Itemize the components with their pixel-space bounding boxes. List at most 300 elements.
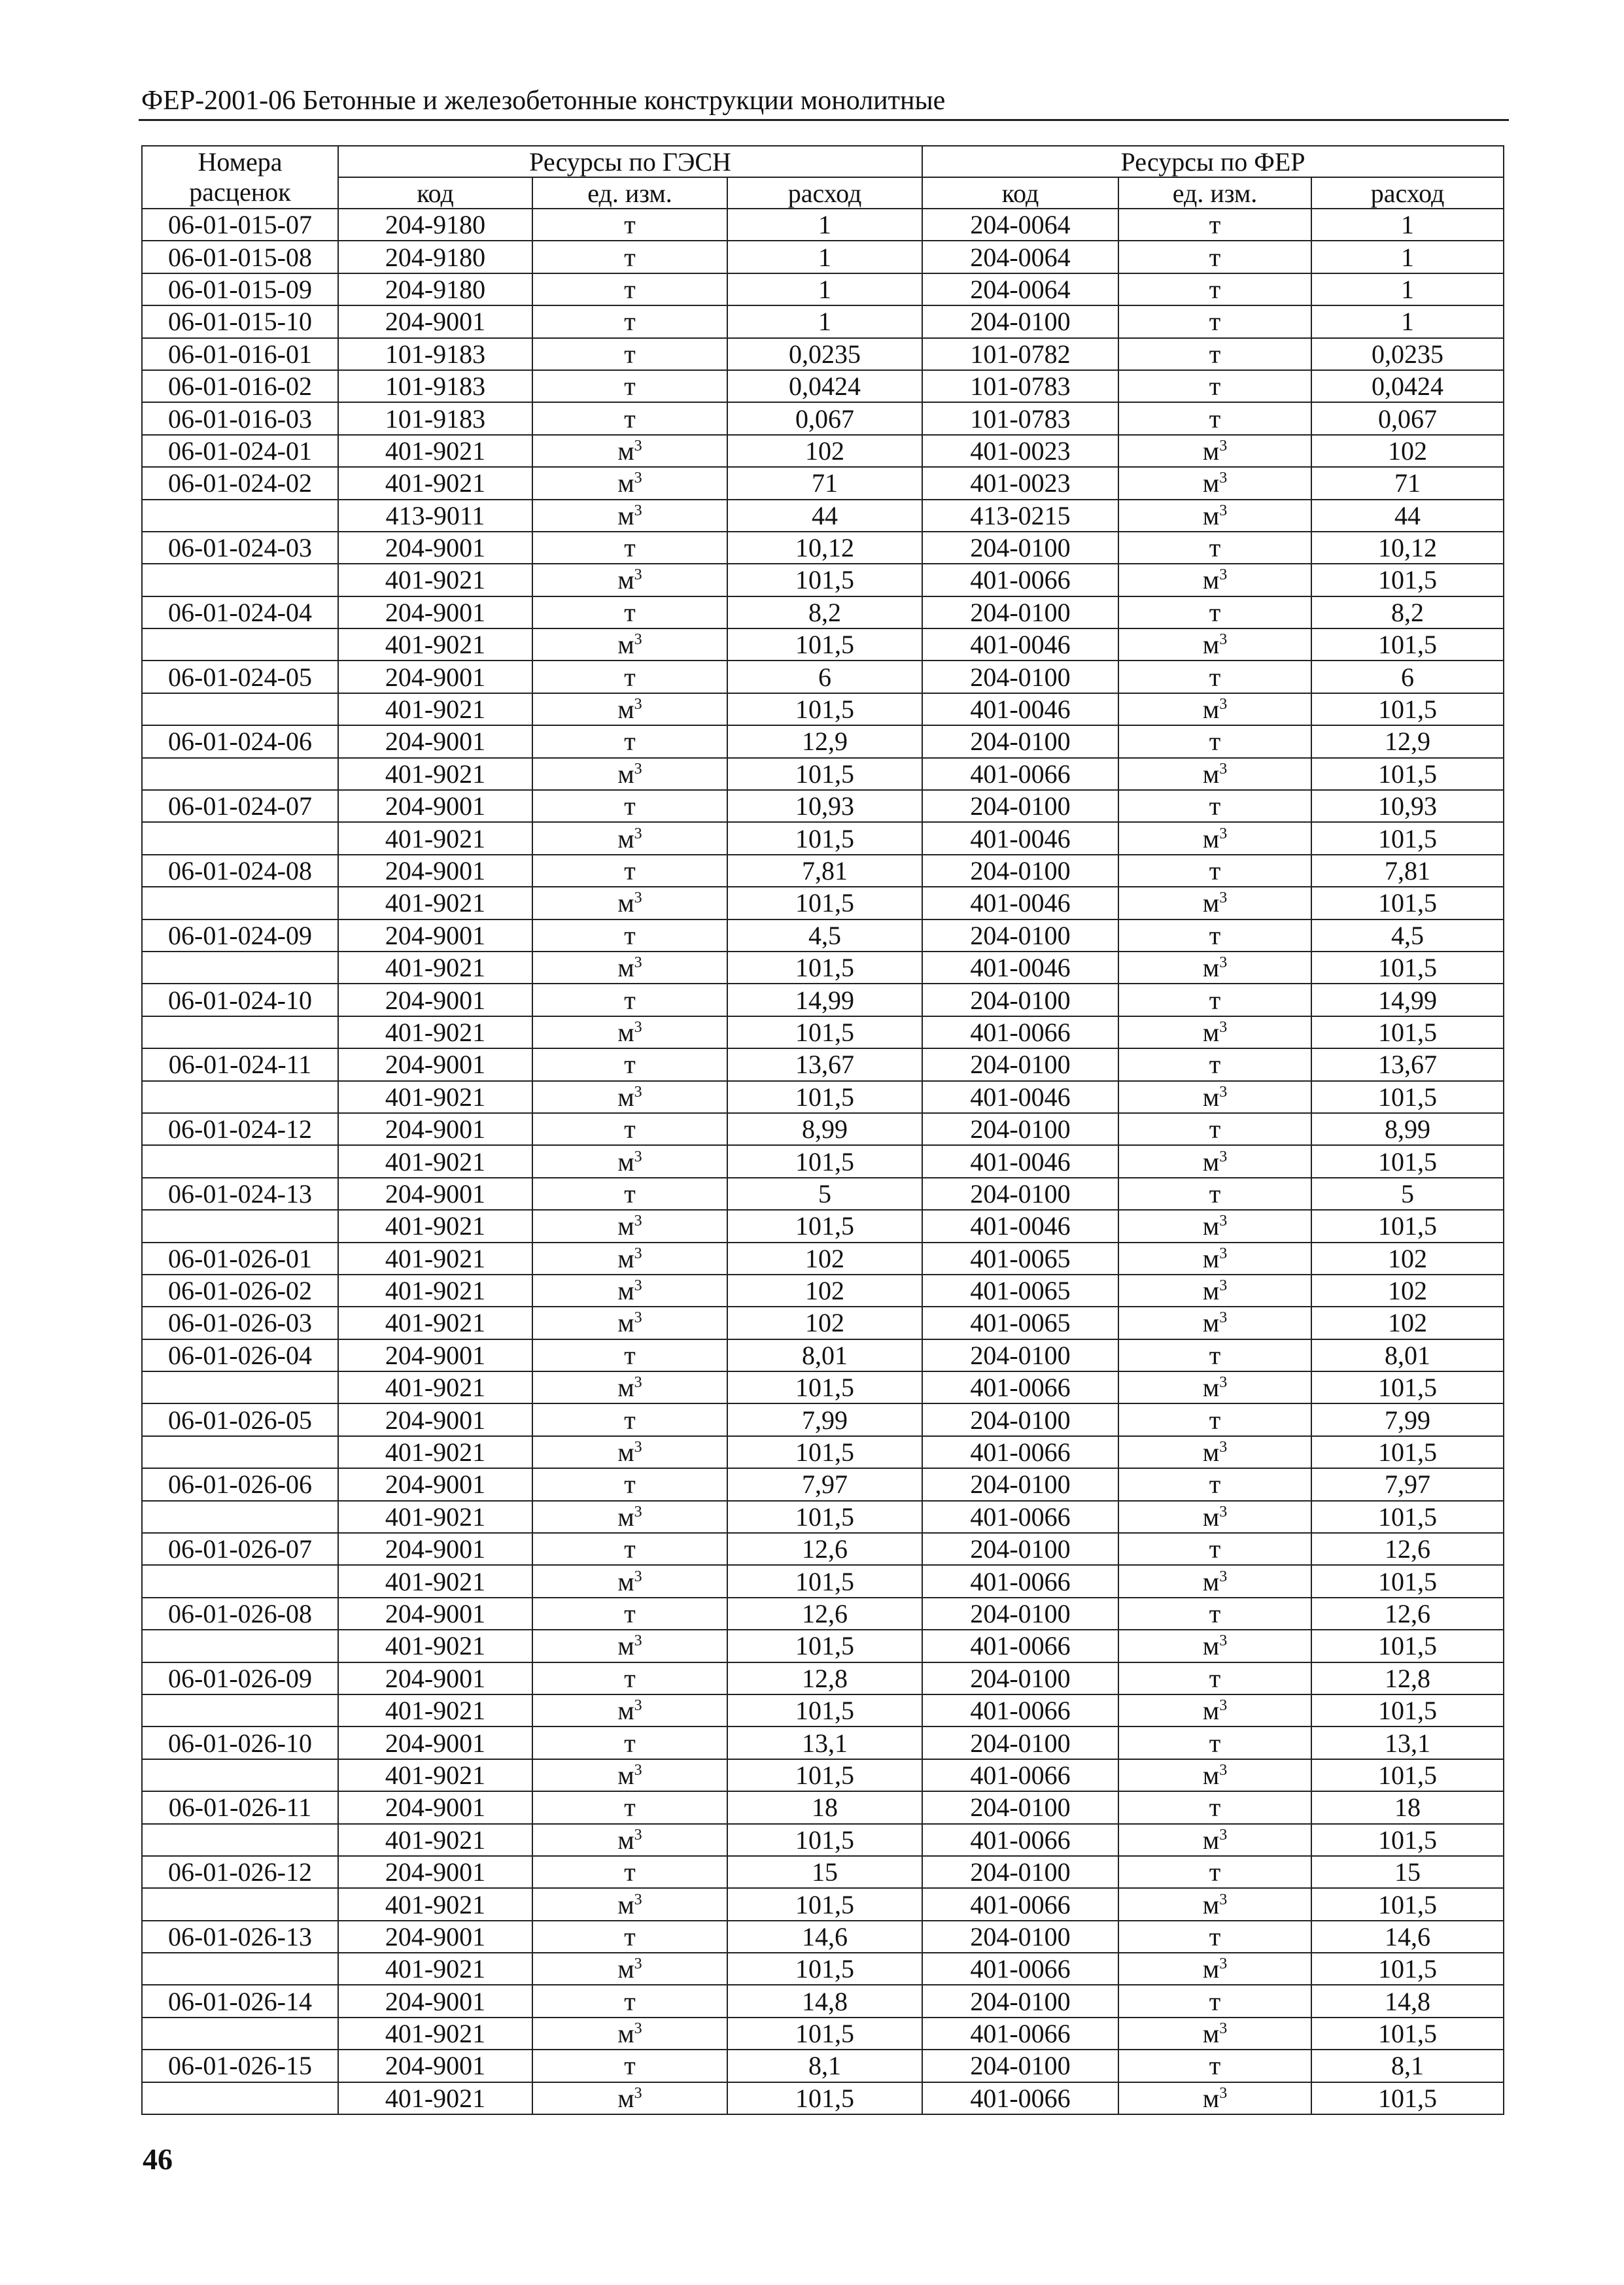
fer-unit-cell: $м^3$ — [1118, 435, 1311, 467]
fer-code-cell: 204-0100 — [922, 2050, 1118, 2082]
gesn-code-cell: 204-9001 — [338, 1403, 532, 1435]
fer-qty-cell: 8,1 — [1311, 2050, 1504, 2082]
gesn-code-cell: 204-9001 — [338, 1791, 532, 1823]
gesn-code-cell: 401-9021 — [338, 1953, 532, 1985]
fer-qty-cell: 12,8 — [1311, 1662, 1504, 1694]
fer-code-cell: 401-0046 — [922, 822, 1118, 854]
rate-number-cell: 06-01-024-08 — [142, 855, 338, 887]
fer-code-cell: 204-0100 — [922, 1113, 1118, 1145]
fer-code-cell: 401-0046 — [922, 1210, 1118, 1242]
gesn-unit-cell: $м^3$ — [532, 1824, 727, 1856]
table-row — [142, 1727, 1504, 1759]
gesn-unit-cell: $м^3$ — [532, 1081, 727, 1113]
fer-qty-cell: 101,5 — [1311, 1210, 1504, 1242]
fer-qty-cell: 102 — [1311, 435, 1504, 467]
fer-unit-cell: т — [1118, 1791, 1311, 1823]
table-row — [142, 822, 1504, 854]
gesn-unit-cell: т — [532, 1662, 727, 1694]
fer-unit-cell: т — [1118, 725, 1311, 757]
gesn-qty-cell: 1 — [727, 241, 922, 273]
gesn-qty-cell: 12,6 — [727, 1533, 922, 1565]
gesn-qty-cell: 14,6 — [727, 1921, 922, 1953]
fer-unit-cell: т — [1118, 338, 1311, 370]
fer-qty-cell: 12,6 — [1311, 1533, 1504, 1565]
gesn-qty-cell: 1 — [727, 273, 922, 305]
gesn-qty-cell: 101,5 — [727, 564, 922, 596]
gesn-qty-cell: 6 — [727, 661, 922, 693]
gesn-code-cell: 101-9183 — [338, 370, 532, 402]
table-head-row — [142, 146, 1504, 177]
table-row — [142, 1403, 1504, 1435]
gesn-qty-cell: 101,5 — [727, 693, 922, 725]
rate-numbers-header: Номера расценок — [142, 146, 338, 209]
rate-number-cell: 06-01-026-07 — [142, 1533, 338, 1565]
gesn-qty-cell: 101,5 — [727, 1371, 922, 1403]
gesn-code-cell: 204-9001 — [338, 1985, 532, 2017]
gesn-qty-cell: 0,0235 — [727, 338, 922, 370]
gesn-resources-header: Ресурсы по ГЭСН — [338, 146, 922, 177]
gesn-code-cell: 401-9021 — [338, 435, 532, 467]
fer-unit-cell: $м^3$ — [1118, 2018, 1311, 2050]
gesn-unit-cell: т — [532, 1791, 727, 1823]
table-row — [142, 887, 1504, 919]
table-row — [142, 209, 1504, 241]
gesn-unit-cell: т — [532, 661, 727, 693]
gesn-unit-cell: $м^3$ — [532, 822, 727, 854]
gesn-code-cell: 204-9001 — [338, 1468, 532, 1500]
gesn-unit-cell: $м^3$ — [532, 1371, 727, 1403]
rate-number-cell: 06-01-024-04 — [142, 596, 338, 628]
rate-number-cell: 06-01-024-05 — [142, 661, 338, 693]
rate-number-cell: 06-01-024-03 — [142, 532, 338, 564]
gesn-code-cell: 401-9021 — [338, 822, 532, 854]
gesn-unit-cell: $м^3$ — [532, 1210, 727, 1242]
table-row — [142, 758, 1504, 790]
fer-qty-cell: 101,5 — [1311, 564, 1504, 596]
fer-code-cell: 401-0065 — [922, 1275, 1118, 1307]
fer-code-cell: 204-0100 — [922, 1339, 1118, 1371]
table-row — [142, 1759, 1504, 1791]
rate-number-cell — [142, 1081, 338, 1113]
gesn-unit-cell: $м^3$ — [532, 1145, 727, 1177]
rate-number-cell — [142, 2082, 338, 2114]
rate-number-cell — [142, 2018, 338, 2050]
table-row — [142, 1694, 1504, 1727]
gesn-unit-cell: $м^3$ — [532, 500, 727, 532]
fer-qty-cell: 6 — [1311, 661, 1504, 693]
gesn-code-cell: 401-9021 — [338, 758, 532, 790]
gesn-unit-cell: $м^3$ — [532, 2082, 727, 2114]
fer-code-cell: 204-0100 — [922, 532, 1118, 564]
fer-unit-cell: $м^3$ — [1118, 693, 1311, 725]
fer-code-cell: 204-0100 — [922, 1403, 1118, 1435]
table-row — [142, 790, 1504, 822]
gesn-code-cell: 204-9001 — [338, 532, 532, 564]
fer-qty-cell: 102 — [1311, 1243, 1504, 1275]
gesn-qty-cell: 0,0424 — [727, 370, 922, 402]
fer-qty-cell: 101,5 — [1311, 1630, 1504, 1662]
gesn-code-cell: 204-9001 — [338, 855, 532, 887]
fer-qty-cell: 101,5 — [1311, 758, 1504, 790]
fer-unit-cell: т — [1118, 305, 1311, 337]
gesn-unit-cell: т — [532, 1403, 727, 1435]
fer-code-cell: 401-0066 — [922, 1630, 1118, 1662]
rate-number-cell — [142, 693, 338, 725]
fer-code-cell: 401-0046 — [922, 952, 1118, 984]
fer-unit-cell: т — [1118, 209, 1311, 241]
fer-qty-cell: 8,01 — [1311, 1339, 1504, 1371]
gesn-unit-cell: $м^3$ — [532, 1436, 727, 1468]
gesn-code-cell: 401-9021 — [338, 1275, 532, 1307]
table-row — [142, 1630, 1504, 1662]
fer-qty-cell: 12,6 — [1311, 1598, 1504, 1630]
gesn-unit-cell: $м^3$ — [532, 758, 727, 790]
fer-unit-cell: т — [1118, 370, 1311, 402]
rate-number-cell — [142, 822, 338, 854]
table-row — [142, 2082, 1504, 2114]
gesn-code-cell: 401-9021 — [338, 1888, 532, 1920]
table-row — [142, 952, 1504, 984]
fer-unit-cell: $м^3$ — [1118, 1759, 1311, 1791]
fer-unit-cell: $м^3$ — [1118, 467, 1311, 499]
fer-qty-cell: 7,99 — [1311, 1403, 1504, 1435]
gesn-code-cell: 204-9001 — [338, 919, 532, 952]
gesn-code-cell: 204-9180 — [338, 209, 532, 241]
gesn-unit-cell: т — [532, 402, 727, 434]
gesn-qty-cell: 13,67 — [727, 1048, 922, 1080]
rate-number-cell: 06-01-024-10 — [142, 984, 338, 1016]
fer-unit-cell: $м^3$ — [1118, 564, 1311, 596]
gesn-qty-cell: 102 — [727, 1243, 922, 1275]
gesn-code-cell: 401-9021 — [338, 1307, 532, 1339]
gesn-qty-cell: 4,5 — [727, 919, 922, 952]
gesn-code-cell: 204-9180 — [338, 273, 532, 305]
rate-number-cell: 06-01-015-07 — [142, 209, 338, 241]
fer-unit-cell: т — [1118, 402, 1311, 434]
gesn-code-header: код — [338, 177, 532, 209]
fer-code-cell: 401-0046 — [922, 693, 1118, 725]
gesn-qty-cell: 18 — [727, 1791, 922, 1823]
gesn-code-cell: 204-9001 — [338, 305, 532, 337]
gesn-qty-cell: 14,8 — [727, 1985, 922, 2017]
gesn-unit-cell: т — [532, 725, 727, 757]
table-row — [142, 532, 1504, 564]
gesn-qty-header: расход — [727, 177, 922, 209]
fer-qty-cell: 5 — [1311, 1178, 1504, 1210]
fer-qty-cell: 14,8 — [1311, 1985, 1504, 2017]
gesn-code-cell: 204-9001 — [338, 1921, 532, 1953]
gesn-unit-cell: т — [532, 338, 727, 370]
table-row — [142, 273, 1504, 305]
fer-qty-cell: 1 — [1311, 305, 1504, 337]
fer-unit-cell: $м^3$ — [1118, 1210, 1311, 1242]
fer-unit-cell: $м^3$ — [1118, 1953, 1311, 1985]
fer-code-cell: 101-0783 — [922, 402, 1118, 434]
gesn-unit-cell: т — [532, 2050, 727, 2082]
rate-number-cell: 06-01-024-12 — [142, 1113, 338, 1145]
fer-unit-cell: т — [1118, 1403, 1311, 1435]
fer-qty-cell: 10,93 — [1311, 790, 1504, 822]
gesn-unit-cell: т — [532, 209, 727, 241]
fer-unit-cell: т — [1118, 1856, 1311, 1888]
gesn-unit-cell: т — [532, 273, 727, 305]
table-row — [142, 402, 1504, 434]
table-row — [142, 1921, 1504, 1953]
gesn-qty-cell: 5 — [727, 1178, 922, 1210]
fer-unit-cell: т — [1118, 2050, 1311, 2082]
fer-qty-cell: 1 — [1311, 209, 1504, 241]
rate-number-cell: 06-01-026-12 — [142, 1856, 338, 1888]
fer-qty-cell: 10,12 — [1311, 532, 1504, 564]
table-row — [142, 1210, 1504, 1242]
table-row — [142, 1888, 1504, 1920]
fer-code-cell: 204-0100 — [922, 1921, 1118, 1953]
fer-code-cell: 204-0100 — [922, 1856, 1118, 1888]
rate-number-cell — [142, 1888, 338, 1920]
table-row — [142, 1824, 1504, 1856]
gesn-code-cell: 204-9001 — [338, 984, 532, 1016]
gesn-code-cell: 204-9001 — [338, 661, 532, 693]
fer-qty-cell: 13,67 — [1311, 1048, 1504, 1080]
gesn-unit-cell: т — [532, 1533, 727, 1565]
fer-unit-cell: т — [1118, 1113, 1311, 1145]
rate-number-cell: 06-01-024-13 — [142, 1178, 338, 1210]
gesn-code-cell: 204-9001 — [338, 790, 532, 822]
fer-code-cell: 401-0065 — [922, 1307, 1118, 1339]
gesn-code-cell: 101-9183 — [338, 338, 532, 370]
fer-qty-cell: 14,6 — [1311, 1921, 1504, 1953]
fer-unit-cell: т — [1118, 596, 1311, 628]
fer-unit-cell: $м^3$ — [1118, 1307, 1311, 1339]
table-row — [142, 435, 1504, 467]
gesn-qty-cell: 13,1 — [727, 1727, 922, 1759]
table-row — [142, 1339, 1504, 1371]
fer-qty-cell: 0,067 — [1311, 402, 1504, 434]
gesn-unit-cell: т — [532, 532, 727, 564]
gesn-code-cell: 401-9021 — [338, 1243, 532, 1275]
gesn-unit-cell: т — [532, 241, 727, 273]
table-row — [142, 2018, 1504, 2050]
gesn-qty-cell: 101,5 — [727, 822, 922, 854]
fer-code-cell: 204-0100 — [922, 1533, 1118, 1565]
fer-code-cell: 204-0100 — [922, 661, 1118, 693]
gesn-unit-cell: т — [532, 1985, 727, 2017]
gesn-unit-cell: $м^3$ — [532, 1630, 727, 1662]
fer-qty-cell: 8,2 — [1311, 596, 1504, 628]
rate-number-cell — [142, 1824, 338, 1856]
fer-unit-cell: $м^3$ — [1118, 2082, 1311, 2114]
fer-code-cell: 204-0100 — [922, 1048, 1118, 1080]
fer-code-cell: 401-0023 — [922, 435, 1118, 467]
gesn-code-cell: 401-9021 — [338, 887, 532, 919]
gesn-qty-cell: 8,2 — [727, 596, 922, 628]
rate-number-cell: 06-01-024-01 — [142, 435, 338, 467]
page-header — [139, 84, 1509, 121]
gesn-code-cell: 204-9001 — [338, 1048, 532, 1080]
gesn-code-cell: 204-9180 — [338, 241, 532, 273]
resources-table — [141, 145, 1504, 2115]
gesn-unit-cell: $м^3$ — [532, 1016, 727, 1048]
gesn-unit-cell: $м^3$ — [532, 564, 727, 596]
gesn-code-cell: 101-9183 — [338, 402, 532, 434]
fer-qty-cell: 101,5 — [1311, 822, 1504, 854]
fer-code-cell: 401-0066 — [922, 1953, 1118, 1985]
fer-code-cell: 204-0100 — [922, 1598, 1118, 1630]
gesn-qty-cell: 10,12 — [727, 532, 922, 564]
table-row — [142, 596, 1504, 628]
gesn-unit-cell: т — [532, 596, 727, 628]
rate-number-cell: 06-01-015-10 — [142, 305, 338, 337]
table-row — [142, 1856, 1504, 1888]
rate-number-cell — [142, 758, 338, 790]
fer-qty-cell: 101,5 — [1311, 693, 1504, 725]
fer-unit-cell: $м^3$ — [1118, 1501, 1311, 1533]
fer-qty-cell: 102 — [1311, 1275, 1504, 1307]
gesn-qty-cell: 12,9 — [727, 725, 922, 757]
rate-number-cell: 06-01-016-03 — [142, 402, 338, 434]
fer-unit-cell: $м^3$ — [1118, 822, 1311, 854]
fer-qty-cell: 15 — [1311, 1856, 1504, 1888]
gesn-unit-cell: $м^3$ — [532, 1501, 727, 1533]
table-row — [142, 1178, 1504, 1210]
fer-code-cell: 401-0066 — [922, 564, 1118, 596]
table-row — [142, 1501, 1504, 1533]
gesn-unit-cell: $м^3$ — [532, 435, 727, 467]
gesn-qty-cell: 101,5 — [727, 1630, 922, 1662]
table-row — [142, 1371, 1504, 1403]
fer-code-cell: 401-0066 — [922, 2018, 1118, 2050]
fer-unit-header: ед. изм. — [1118, 177, 1311, 209]
fer-code-cell: 204-0064 — [922, 241, 1118, 273]
rate-number-cell: 06-01-026-05 — [142, 1403, 338, 1435]
gesn-code-cell: 401-9021 — [338, 1371, 532, 1403]
fer-qty-cell: 101,5 — [1311, 628, 1504, 661]
table-subhead-row — [142, 177, 1504, 209]
fer-code-cell: 204-0100 — [922, 1468, 1118, 1500]
fer-unit-cell: $м^3$ — [1118, 1145, 1311, 1177]
gesn-qty-cell: 44 — [727, 500, 922, 532]
fer-unit-cell: т — [1118, 1727, 1311, 1759]
fer-unit-cell: $м^3$ — [1118, 628, 1311, 661]
rate-number-cell — [142, 1016, 338, 1048]
gesn-unit-cell: т — [532, 1339, 727, 1371]
fer-code-header: код — [922, 177, 1118, 209]
fer-code-cell: 204-0100 — [922, 1178, 1118, 1210]
fer-code-cell: 101-0782 — [922, 338, 1118, 370]
rate-number-cell: 06-01-024-06 — [142, 725, 338, 757]
gesn-qty-cell: 1 — [727, 209, 922, 241]
rate-number-cell: 06-01-026-09 — [142, 1662, 338, 1694]
fer-code-cell: 204-0100 — [922, 919, 1118, 952]
fer-unit-cell: $м^3$ — [1118, 500, 1311, 532]
gesn-code-cell: 204-9001 — [338, 1598, 532, 1630]
gesn-code-cell: 401-9021 — [338, 628, 532, 661]
gesn-qty-cell: 0,067 — [727, 402, 922, 434]
gesn-code-cell: 204-9001 — [338, 596, 532, 628]
fer-qty-cell: 1 — [1311, 273, 1504, 305]
fer-code-cell: 413-0215 — [922, 500, 1118, 532]
gesn-unit-cell: $м^3$ — [532, 1243, 727, 1275]
fer-code-cell: 401-0066 — [922, 1565, 1118, 1597]
gesn-code-cell: 401-9021 — [338, 1016, 532, 1048]
fer-unit-cell: $м^3$ — [1118, 1436, 1311, 1468]
fer-qty-cell: 101,5 — [1311, 887, 1504, 919]
gesn-unit-cell: т — [532, 1856, 727, 1888]
fer-code-cell: 401-0066 — [922, 1371, 1118, 1403]
gesn-qty-cell: 102 — [727, 1275, 922, 1307]
gesn-qty-cell: 101,5 — [727, 1888, 922, 1920]
rate-number-cell — [142, 1759, 338, 1791]
gesn-unit-cell: $м^3$ — [532, 467, 727, 499]
gesn-unit-cell: т — [532, 1598, 727, 1630]
gesn-code-cell: 204-9001 — [338, 725, 532, 757]
gesn-qty-cell: 101,5 — [727, 1081, 922, 1113]
fer-qty-cell: 101,5 — [1311, 1501, 1504, 1533]
gesn-qty-cell: 1 — [727, 305, 922, 337]
gesn-unit-cell: т — [532, 1727, 727, 1759]
gesn-qty-cell: 101,5 — [727, 1016, 922, 1048]
fer-unit-cell: т — [1118, 1662, 1311, 1694]
gesn-code-cell: 204-9001 — [338, 1339, 532, 1371]
rate-number-cell — [142, 1630, 338, 1662]
table-row — [142, 984, 1504, 1016]
gesn-code-cell: 401-9021 — [338, 1759, 532, 1791]
fer-code-cell: 401-0065 — [922, 1243, 1118, 1275]
table-row — [142, 855, 1504, 887]
fer-unit-cell: $м^3$ — [1118, 1081, 1311, 1113]
gesn-qty-cell: 101,5 — [727, 628, 922, 661]
gesn-qty-cell: 101,5 — [727, 1759, 922, 1791]
gesn-code-cell: 401-9021 — [338, 1694, 532, 1727]
fer-qty-cell: 101,5 — [1311, 1436, 1504, 1468]
fer-code-cell: 204-0100 — [922, 305, 1118, 337]
rate-number-cell — [142, 1694, 338, 1727]
fer-qty-cell: 101,5 — [1311, 1759, 1504, 1791]
gesn-unit-cell: т — [532, 1113, 727, 1145]
table-row — [142, 1533, 1504, 1565]
fer-qty-cell: 101,5 — [1311, 1016, 1504, 1048]
gesn-code-cell: 204-9001 — [338, 1178, 532, 1210]
gesn-code-cell: 401-9021 — [338, 2082, 532, 2114]
fer-unit-cell: $м^3$ — [1118, 952, 1311, 984]
fer-qty-cell: 101,5 — [1311, 1145, 1504, 1177]
fer-unit-cell: $м^3$ — [1118, 1565, 1311, 1597]
fer-qty-cell: 1 — [1311, 241, 1504, 273]
fer-qty-cell: 101,5 — [1311, 1371, 1504, 1403]
gesn-qty-cell: 7,97 — [727, 1468, 922, 1500]
table-body — [142, 209, 1504, 2114]
fer-unit-cell: $м^3$ — [1118, 1694, 1311, 1727]
gesn-unit-cell: т — [532, 919, 727, 952]
fer-qty-cell: 101,5 — [1311, 952, 1504, 984]
fer-unit-cell: т — [1118, 1178, 1311, 1210]
fer-code-cell: 401-0046 — [922, 887, 1118, 919]
fer-code-cell: 204-0100 — [922, 725, 1118, 757]
fer-unit-cell: $м^3$ — [1118, 1824, 1311, 1856]
gesn-code-cell: 413-9011 — [338, 500, 532, 532]
gesn-code-cell: 401-9021 — [338, 1081, 532, 1113]
table-row — [142, 628, 1504, 661]
table-row — [142, 1565, 1504, 1597]
fer-qty-cell: 101,5 — [1311, 1824, 1504, 1856]
fer-code-cell: 204-0064 — [922, 209, 1118, 241]
fer-unit-cell: т — [1118, 532, 1311, 564]
fer-qty-cell: 44 — [1311, 500, 1504, 532]
rate-number-cell — [142, 952, 338, 984]
gesn-unit-header: ед. изм. — [532, 177, 727, 209]
gesn-code-cell: 401-9021 — [338, 1630, 532, 1662]
fer-qty-cell: 0,0424 — [1311, 370, 1504, 402]
